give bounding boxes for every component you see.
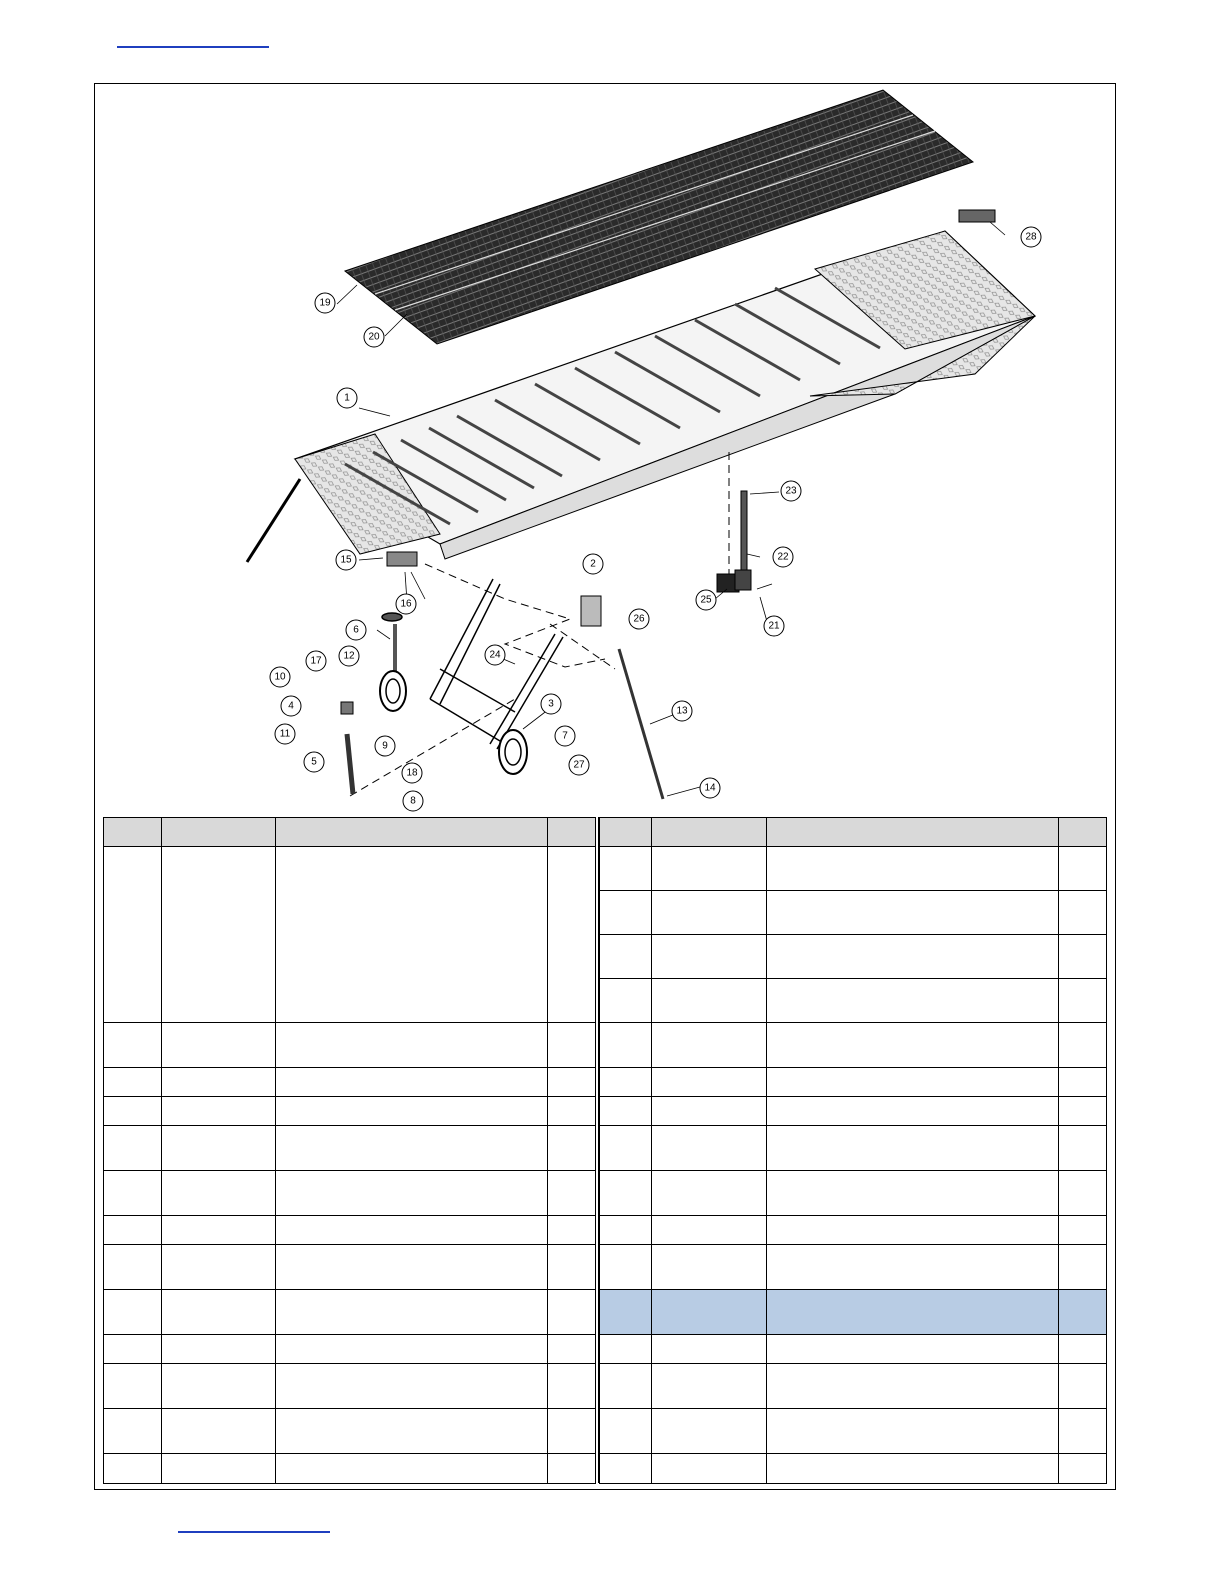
callout xyxy=(270,667,290,687)
table-row xyxy=(104,1097,596,1126)
table-row xyxy=(600,1126,1107,1171)
table-row xyxy=(600,891,1107,935)
callout xyxy=(781,481,801,501)
footer-link[interactable] xyxy=(178,1531,330,1533)
svg-text:9: 9 xyxy=(382,740,388,752)
parts-diagram-frame xyxy=(94,83,1116,1490)
callout xyxy=(336,550,356,570)
callout xyxy=(306,651,326,671)
svg-text:3: 3 xyxy=(548,698,554,710)
table-row xyxy=(600,1097,1107,1126)
svg-text:13: 13 xyxy=(676,705,688,717)
callout xyxy=(696,590,716,610)
callout xyxy=(569,755,589,775)
callout xyxy=(396,594,416,614)
callout xyxy=(275,724,295,744)
table-row xyxy=(600,1245,1107,1290)
table-row xyxy=(600,1171,1107,1216)
callout xyxy=(773,547,793,567)
svg-text:24: 24 xyxy=(489,649,501,661)
parts-table-right xyxy=(599,817,1107,1484)
callout xyxy=(402,763,422,783)
callout xyxy=(541,694,561,714)
table-row xyxy=(600,1023,1107,1068)
table-row xyxy=(600,1335,1107,1364)
table-row xyxy=(600,1364,1107,1409)
callout xyxy=(304,752,324,772)
svg-text:6: 6 xyxy=(353,624,359,636)
svg-text:8: 8 xyxy=(410,795,416,807)
table-row xyxy=(600,979,1107,1023)
callout xyxy=(764,616,784,636)
callout xyxy=(1021,227,1041,247)
svg-text:18: 18 xyxy=(406,767,418,779)
parts-table-left xyxy=(103,817,596,1484)
svg-text:19: 19 xyxy=(319,297,331,309)
svg-text:14: 14 xyxy=(704,782,716,794)
table-row xyxy=(104,1409,596,1454)
table-row xyxy=(104,1126,596,1171)
table-row xyxy=(104,1290,596,1335)
svg-text:21: 21 xyxy=(768,620,780,632)
svg-text:11: 11 xyxy=(279,728,291,740)
table-row xyxy=(104,1023,596,1068)
svg-text:27: 27 xyxy=(573,759,585,771)
svg-text:25: 25 xyxy=(700,594,712,606)
svg-text:10: 10 xyxy=(274,671,286,683)
svg-text:22: 22 xyxy=(777,551,789,563)
callout xyxy=(485,645,505,665)
callout xyxy=(346,620,366,640)
svg-text:16: 16 xyxy=(400,598,412,610)
svg-text:2: 2 xyxy=(590,558,596,570)
table-row xyxy=(600,847,1107,891)
table-header-row xyxy=(600,818,1107,847)
callout xyxy=(629,609,649,629)
table-row xyxy=(104,1216,596,1245)
svg-text:5: 5 xyxy=(311,756,317,768)
table-row xyxy=(600,1068,1107,1097)
callout xyxy=(315,293,335,313)
callout xyxy=(281,696,301,716)
table-row xyxy=(600,935,1107,979)
svg-text:1: 1 xyxy=(344,392,350,404)
exploded-view-drawing xyxy=(95,84,1115,819)
table-row xyxy=(104,1068,596,1097)
callout xyxy=(555,726,575,746)
table-row-highlighted xyxy=(600,1290,1107,1335)
svg-text:4: 4 xyxy=(288,700,294,712)
svg-text:28: 28 xyxy=(1025,231,1037,243)
header-link[interactable] xyxy=(117,46,269,48)
table-row xyxy=(104,1245,596,1290)
svg-text:26: 26 xyxy=(633,613,645,625)
svg-text:7: 7 xyxy=(562,730,568,742)
svg-text:12: 12 xyxy=(343,650,355,662)
callout xyxy=(364,327,384,347)
callout xyxy=(672,701,692,721)
table-row xyxy=(600,1409,1107,1454)
callout xyxy=(700,778,720,798)
table-row xyxy=(600,1454,1107,1484)
callout xyxy=(375,736,395,756)
table-row xyxy=(104,1335,596,1364)
callout xyxy=(583,554,603,574)
table-row xyxy=(104,1171,596,1216)
jack-assembly xyxy=(717,491,751,592)
table-row xyxy=(104,1364,596,1409)
table-header-row xyxy=(104,818,596,847)
callout xyxy=(339,646,359,666)
callout xyxy=(337,388,357,408)
table-row xyxy=(104,847,596,1023)
svg-text:23: 23 xyxy=(785,485,797,497)
table-row xyxy=(600,1216,1107,1245)
svg-text:15: 15 xyxy=(340,554,352,566)
svg-text:17: 17 xyxy=(310,655,322,667)
table-row xyxy=(104,1454,596,1484)
svg-text:20: 20 xyxy=(368,331,380,343)
callout xyxy=(403,791,423,811)
